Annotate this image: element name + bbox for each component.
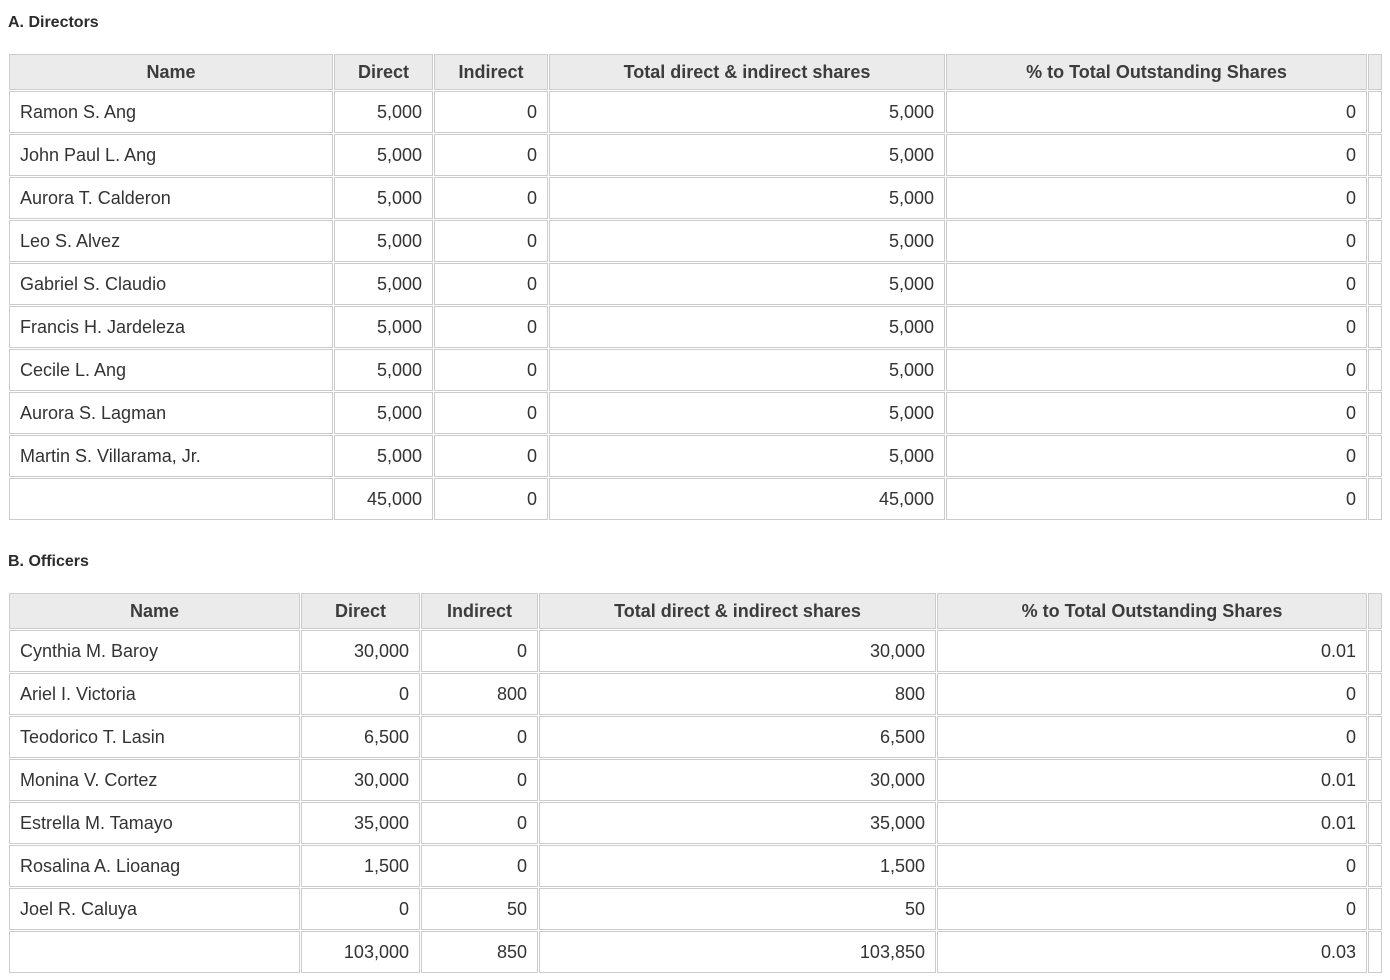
spacer-cell <box>1368 802 1382 844</box>
total-shares-cell: 50 <box>539 888 936 930</box>
name-cell: Cynthia M. Baroy <box>9 630 300 672</box>
total-shares-cell: 5,000 <box>549 134 945 176</box>
column-header-name: Name <box>9 54 333 90</box>
total-shares-cell: 5,000 <box>549 392 945 434</box>
table-row <box>9 435 1382 477</box>
direct-cell: 5,000 <box>334 435 433 477</box>
direct-cell: 30,000 <box>301 759 420 801</box>
direct-cell: 6,500 <box>301 716 420 758</box>
percent-cell: 0 <box>946 91 1367 133</box>
spacer-cell <box>1368 716 1382 758</box>
table-row <box>9 888 1382 930</box>
total-row <box>9 478 1382 520</box>
percent-cell: 0.03 <box>937 931 1367 973</box>
total-shares-cell: 45,000 <box>549 478 945 520</box>
indirect-cell: 0 <box>421 759 538 801</box>
direct-cell: 35,000 <box>301 802 420 844</box>
table-row <box>9 716 1382 758</box>
total-shares-cell: 5,000 <box>549 263 945 305</box>
table-row <box>9 759 1382 801</box>
indirect-cell: 0 <box>421 802 538 844</box>
column-header-spacer <box>1368 54 1382 90</box>
spacer-cell <box>1368 91 1382 133</box>
table-row <box>9 673 1382 715</box>
indirect-cell: 0 <box>421 716 538 758</box>
percent-cell: 0 <box>946 306 1367 348</box>
direct-cell: 5,000 <box>334 263 433 305</box>
name-cell: Teodorico T. Lasin <box>9 716 300 758</box>
total-shares-cell: 1,500 <box>539 845 936 887</box>
column-header-indirect: Indirect <box>434 54 548 90</box>
indirect-cell: 50 <box>421 888 538 930</box>
total-shares-cell: 103,850 <box>539 931 936 973</box>
indirect-cell: 0 <box>434 263 548 305</box>
indirect-cell: 0 <box>434 478 548 520</box>
direct-cell: 45,000 <box>334 478 433 520</box>
total-shares-cell: 800 <box>539 673 936 715</box>
percent-cell: 0 <box>946 435 1367 477</box>
spacer-cell <box>1368 931 1382 973</box>
indirect-cell: 0 <box>434 134 548 176</box>
column-header-name: Name <box>9 593 300 629</box>
spacer-cell <box>1368 673 1382 715</box>
percent-cell: 0 <box>946 177 1367 219</box>
percent-cell: 0 <box>946 263 1367 305</box>
column-header-total: Total direct & indirect shares <box>539 593 936 629</box>
header-row <box>9 593 1382 629</box>
table-row <box>9 802 1382 844</box>
percent-cell: 0 <box>946 392 1367 434</box>
total-shares-cell: 5,000 <box>549 220 945 262</box>
total-shares-cell: 30,000 <box>539 759 936 801</box>
direct-cell: 5,000 <box>334 134 433 176</box>
name-cell: Ramon S. Ang <box>9 91 333 133</box>
spacer-cell <box>1368 349 1382 391</box>
name-cell: Ariel I. Victoria <box>9 673 300 715</box>
indirect-cell: 800 <box>421 673 538 715</box>
indirect-cell: 0 <box>434 306 548 348</box>
total-shares-cell: 35,000 <box>539 802 936 844</box>
name-cell: John Paul L. Ang <box>9 134 333 176</box>
officers-table <box>8 592 1383 974</box>
spacer-cell <box>1368 220 1382 262</box>
spacer-cell <box>1368 630 1382 672</box>
column-header-direct: Direct <box>334 54 433 90</box>
indirect-cell: 0 <box>434 220 548 262</box>
direct-cell: 5,000 <box>334 306 433 348</box>
indirect-cell: 850 <box>421 931 538 973</box>
total-shares-cell: 5,000 <box>549 349 945 391</box>
total-shares-cell: 5,000 <box>549 306 945 348</box>
indirect-cell: 0 <box>434 392 548 434</box>
column-header-direct: Direct <box>301 593 420 629</box>
direct-cell: 103,000 <box>301 931 420 973</box>
percent-cell: 0 <box>937 673 1367 715</box>
direct-cell: 0 <box>301 888 420 930</box>
percent-cell: 0 <box>946 220 1367 262</box>
table-row <box>9 630 1382 672</box>
percent-cell: 0 <box>937 716 1367 758</box>
name-cell: Martin S. Villarama, Jr. <box>9 435 333 477</box>
spacer-cell <box>1368 392 1382 434</box>
spacer-cell <box>1368 759 1382 801</box>
percent-cell: 0 <box>946 478 1367 520</box>
name-cell: Joel R. Caluya <box>9 888 300 930</box>
name-cell: Aurora S. Lagman <box>9 392 333 434</box>
table-row <box>9 91 1382 133</box>
table-row <box>9 845 1382 887</box>
column-header-percent: % to Total Outstanding Shares <box>946 54 1367 90</box>
table-row <box>9 392 1382 434</box>
name-cell: Francis H. Jardeleza <box>9 306 333 348</box>
direct-cell: 5,000 <box>334 177 433 219</box>
column-header-percent: % to Total Outstanding Shares <box>937 593 1367 629</box>
direct-cell: 5,000 <box>334 349 433 391</box>
spacer-cell <box>1368 845 1382 887</box>
direct-cell: 1,500 <box>301 845 420 887</box>
percent-cell: 0 <box>946 349 1367 391</box>
name-cell: Monina V. Cortez <box>9 759 300 801</box>
column-header-spacer <box>1368 593 1382 629</box>
total-shares-cell: 5,000 <box>549 91 945 133</box>
total-shares-cell: 5,000 <box>549 177 945 219</box>
spacer-cell <box>1368 177 1382 219</box>
total-row <box>9 931 1382 973</box>
header-row <box>9 54 1382 90</box>
column-header-indirect: Indirect <box>421 593 538 629</box>
spacer-cell <box>1368 888 1382 930</box>
directors-table <box>8 53 1383 521</box>
directors-section <box>8 13 1383 521</box>
total-shares-cell: 6,500 <box>539 716 936 758</box>
name-cell: Cecile L. Ang <box>9 349 333 391</box>
direct-cell: 30,000 <box>301 630 420 672</box>
section-title-officers: B. Officers <box>8 553 89 570</box>
total-shares-cell: 5,000 <box>549 435 945 477</box>
table-row <box>9 263 1382 305</box>
name-cell: Rosalina A. Lioanag <box>9 845 300 887</box>
name-cell: Gabriel S. Claudio <box>9 263 333 305</box>
indirect-cell: 0 <box>434 91 548 133</box>
table-row <box>9 177 1382 219</box>
officers-section <box>8 552 1383 974</box>
table-row <box>9 220 1382 262</box>
name-cell: Aurora T. Calderon <box>9 177 333 219</box>
indirect-cell: 0 <box>434 435 548 477</box>
name-cell <box>9 931 300 973</box>
total-shares-cell: 30,000 <box>539 630 936 672</box>
direct-cell: 5,000 <box>334 91 433 133</box>
percent-cell: 0 <box>937 845 1367 887</box>
name-cell <box>9 478 333 520</box>
percent-cell: 0.01 <box>937 759 1367 801</box>
percent-cell: 0 <box>937 888 1367 930</box>
spacer-cell <box>1368 478 1382 520</box>
indirect-cell: 0 <box>421 845 538 887</box>
column-header-total: Total direct & indirect shares <box>549 54 945 90</box>
percent-cell: 0.01 <box>937 630 1367 672</box>
indirect-cell: 0 <box>421 630 538 672</box>
indirect-cell: 0 <box>434 177 548 219</box>
spacer-cell <box>1368 435 1382 477</box>
direct-cell: 5,000 <box>334 392 433 434</box>
table-row <box>9 349 1382 391</box>
spacer-cell <box>1368 134 1382 176</box>
spacer-cell <box>1368 263 1382 305</box>
percent-cell: 0.01 <box>937 802 1367 844</box>
direct-cell: 0 <box>301 673 420 715</box>
name-cell: Estrella M. Tamayo <box>9 802 300 844</box>
table-row <box>9 306 1382 348</box>
spacer-cell <box>1368 306 1382 348</box>
indirect-cell: 0 <box>434 349 548 391</box>
direct-cell: 5,000 <box>334 220 433 262</box>
percent-cell: 0 <box>946 134 1367 176</box>
name-cell: Leo S. Alvez <box>9 220 333 262</box>
table-row <box>9 134 1382 176</box>
section-title-directors: A. Directors <box>8 14 99 31</box>
